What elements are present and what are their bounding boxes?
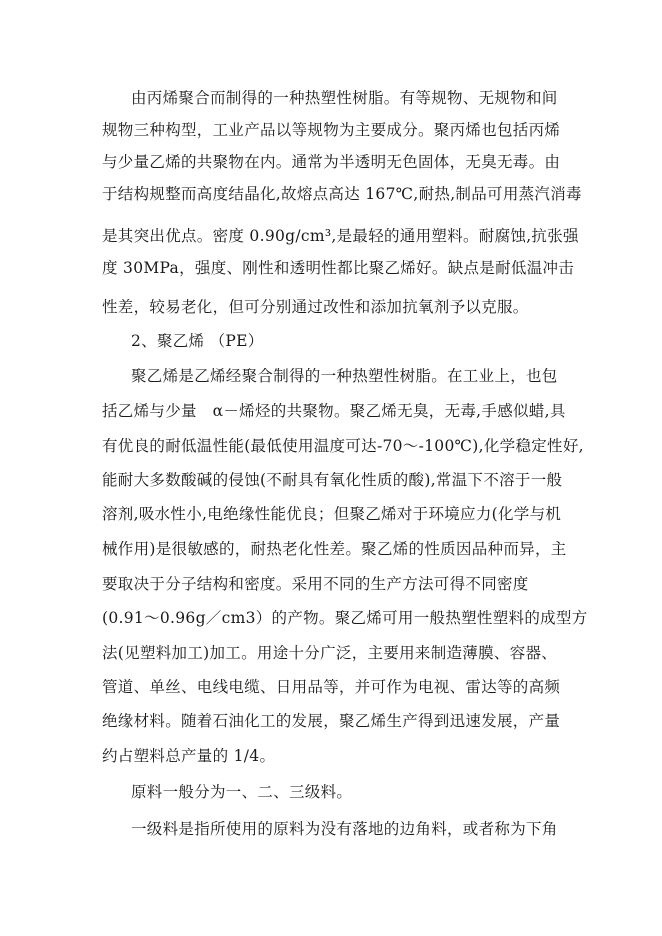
section-heading: 2、聚乙烯 （PE） — [131, 332, 264, 350]
text-line: 规物三种构型，工业产品以等规物为主要成分。聚丙烯也包括丙烯 — [102, 121, 561, 139]
text-line: 与少量乙烯的共聚物在内。通常为半透明无色固体，无臭无毒。由 — [102, 153, 561, 171]
text-line: (0.91～0.96g／cm3）的产物。聚乙烯可用一般热塑性塑料的成型方 — [102, 609, 588, 627]
text-line: 约占塑料总产量的 1/4。 — [102, 747, 276, 765]
text-line: 原料一般分为一、二、三级料。 — [131, 783, 353, 801]
text-line: 度 30MPa，强度、刚性和透明性都比聚乙烯好。缺点是耐低温冲击 — [102, 259, 575, 277]
text-line: 括乙烯与少量 α－烯烃的共聚物。聚乙烯无臭，无毒,手感似蜡,具 — [102, 402, 566, 420]
text-line: 一级料是指所使用的原料为没有落地的边角料，或者称为下角 — [131, 820, 558, 838]
text-line: 管道、单丝、电线电缆、日用品等，并可作为电视、雷达等的高频 — [102, 678, 561, 696]
text-line: 聚乙烯是乙烯经聚合制得的一种热塑性树脂。在工业上，也包 — [131, 367, 558, 385]
text-line: 械作用)是很敏感的，耐热老化性差。聚乙烯的性质因品种而异，主 — [102, 540, 567, 558]
text-line: 要取决于分子结构和密度。采用不同的生产方法可得不同密度 — [102, 575, 529, 593]
text-line: 绝缘材料。随着石油化工的发展，聚乙烯生产得到迅速发展，产量 — [102, 712, 561, 730]
text-line: 于结构规整而高度结晶化,故熔点高达 167℃,耐热,制品可用蒸汽消毒 — [102, 185, 582, 203]
text-line: 是其突出优点。密度 0.90g/cm³,是最轻的通用塑料。耐腐蚀,抗张强 — [102, 227, 579, 245]
text-line: 由丙烯聚合而制得的一种热塑性树脂。有等规物、无规物和间 — [131, 89, 558, 107]
text-line: 有优良的耐低温性能(最低使用温度可达-70～-100℃),化学稳定性好, — [102, 437, 584, 455]
text-line: 能耐大多数酸碱的侵蚀(不耐具有氧化性质的酸),常温下不溶于一般 — [102, 471, 563, 489]
text-line: 性差，较易老化，但可分别通过改性和添加抗氧剂予以克服。 — [102, 298, 529, 316]
text-line: 法(见塑料加工)加工。用途十分广泛，主要用来制造薄膜、容器、 — [102, 644, 558, 662]
text-line: 溶剂,吸水性小,电绝缘性能优良；但聚乙烯对于环境应力(化学与机 — [102, 505, 562, 523]
